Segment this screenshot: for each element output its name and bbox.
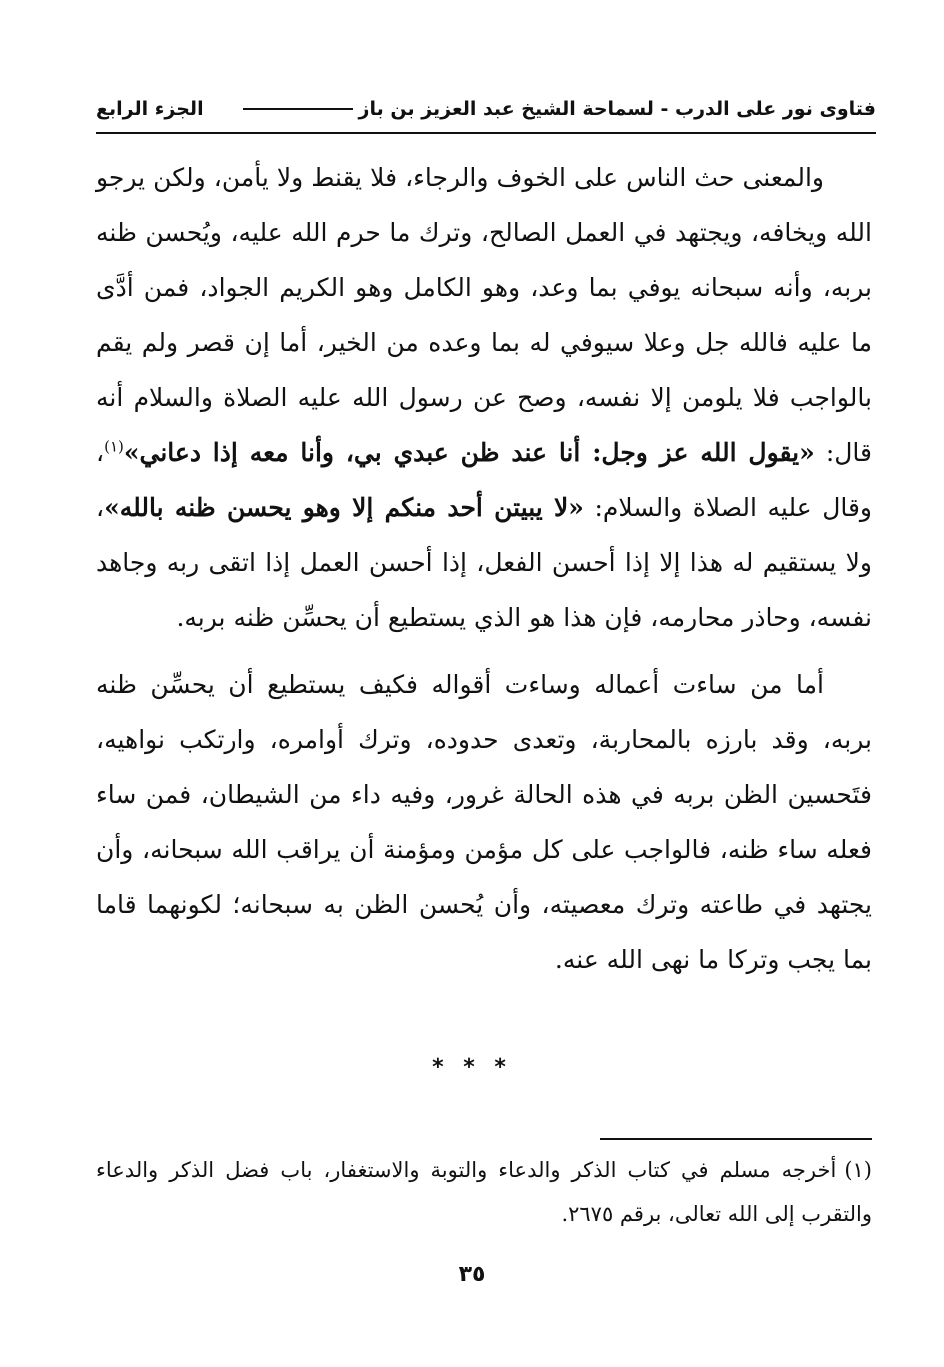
paragraph-2: أما من ساءت أعماله وساءت أقواله فكيف يستطيع أن يحسِّن ظنه بربه، وقد بارزه بالمحاربة، وتعدى حدوده، وترك أوامره، وارتكب نواهيه، فتَحسين الظن بربه في هذه الحالة غرور، وفيه داء من الشيطان، فمن ساء فعله ساء ظنه، فالواجب على كل مؤمن ومؤمنة أن يراقب الله سبحانه، وأن يجتهد في طاعته وترك معصيته، وأن يُحسن الظن به سبحانه؛ لكونهما قاما بما يجب وتركا ما نهى الله عنه.: [96, 670, 872, 974]
running-header: [96, 92, 876, 126]
footnote-rule: [600, 1138, 872, 1140]
hadith-quote-2: «لا يبيتن أحد منكم إلا وهو يحسن ظنه بالله»: [104, 493, 584, 522]
header-dash-line: [243, 108, 353, 110]
header-book-title: فتاوى نور على الدرب - لسماحة الشيخ عبد العزيز بن باز: [358, 98, 876, 120]
main-text: [96, 150, 872, 987]
paragraph-1-middle: ، وقال عليه الصلاة والسلام:: [96, 438, 872, 522]
footnote-text: أخرجه مسلم في كتاب الذكر والدعاء والتوبة والاستغفار، باب فضل الذكر والدعاء والتقرب إلى الله تعالى، برقم ٢٦٧٥.: [96, 1158, 872, 1226]
paragraph-1: [96, 150, 872, 645]
footnote-reference: (١): [104, 437, 124, 456]
header-rule: [96, 132, 876, 134]
paragraph-1-end: ، ولا يستقيم له هذا إلا إذا أحسن الفعل، إذا أحسن العمل إذا اتقى ربه وجاهد نفسه، وحاذر محارمه، فإن هذا هو الذي يستطيع أن يحسِّن ظنه بربه.: [96, 493, 872, 632]
page-number: ٣٥: [458, 1262, 486, 1287]
hadith-quote-1: «يقول الله عز وجل: أنا عند ظن عبدي بي، وأنا معه إذا دعاني»: [123, 438, 815, 467]
footnote-number: (١): [844, 1158, 872, 1182]
header-volume: الجزء الرابع: [96, 98, 204, 120]
footnote: [96, 1148, 872, 1236]
section-separator: * * *: [432, 1055, 512, 1080]
paragraph-1-intro: والمعنى حث الناس على الخوف والرجاء، فلا يقنط ولا يأمن، ولكن يرجو الله ويخافه، ويجتهد في العمل الصالح، وترك ما حرم الله عليه، ويُحسن ظنه بربه، وأنه سبحانه يوفي بما وعد، وهو الكامل وهو الكريم الجواد، فمن أدَّى ما عليه فالله جل وعلا سيوفي له بما وعده من الخير، أما إن قصر ولم يقم بالواجب فلا يلومن إلا نفسه، وصح عن رسول الله عليه الصلاة والسلام أنه قال:: [96, 163, 872, 467]
